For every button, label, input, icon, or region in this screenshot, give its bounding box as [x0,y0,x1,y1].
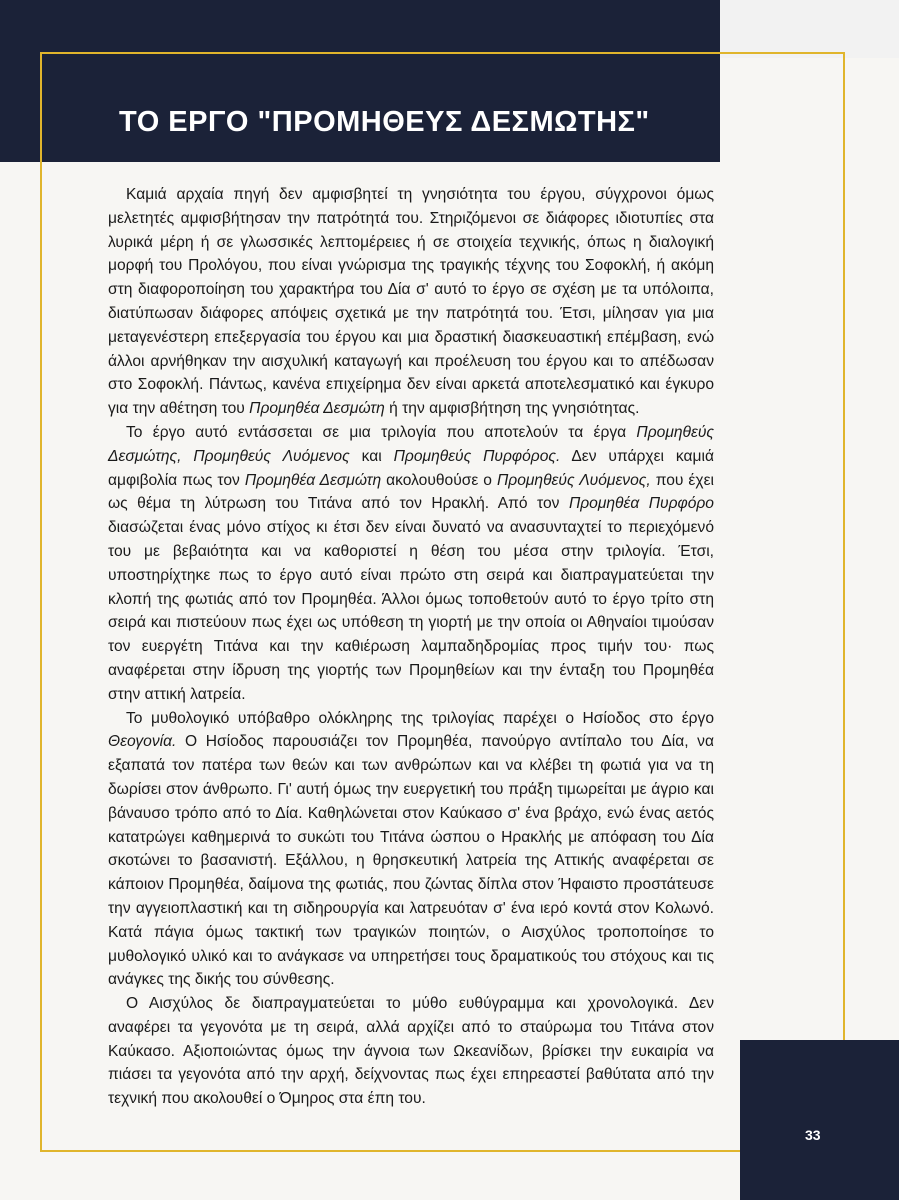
paragraph [108,707,714,993]
paragraph-text: Καμιά αρχαία πηγή δεν αμφισβητεί τη γνησιότητα του έργου, σύγχρονοι όμως μελετητές αμφισβήτησαν την πατρότητά του. Στηριζόμενοι σε διάφορες ιδιοτυπίες στα λυρικά μέρη ή σε γλωσσικές λεπτομέρειες ή σε στοιχεία τεχνικής, όπως η διαλογική μορφή του Προλόγου, που είναι γνώρισμα της τραγικής τέχνης του Σοφοκλή, ή ακόμη στη διαφοροποίηση του χαρακτήρα του Δία σ' αυτό το έργο σε σχέση με τα υπόλοιπα, διατύπωσαν διάφορες απόψεις σχετικά με την πατρότητά του. Έτσι, μίλησαν για μια μεταγενέστερη επεξεργασία του έργου και μια δραστική διασκευαστική επέμβαση, ενώ άλλοι αρνήθηκαν την αισχυλική καταγωγή και προέλευση του έργου και το απέδωσαν στο Σοφοκλή. Πάντως, κανένα επιχείρημα δεν είναι αρκετά αποτελεσματικό και έγκυρο για την αθέτηση του [108,186,714,418]
paragraph-text: διασώζεται ένας μόνο στίχος κι έτσι δεν είναι δυνατό να ανασυνταχτεί το περιεχόμενό του με βεβαιότητα και να καθοριστεί η θέση του μέσα στην τριλογία. Έτσι, υποστηρίχτηκε πως το έργο αυτό είναι πρώτο στη σειρά και διαπραγματεύεται την κλοπή της φωτιάς από τον Προμηθέα. Άλλοι όμως τοποθετούν αυτό το έργο τρίτο στη σειρά και πιστεύουν πως έχει ως υπόθεση τη γιορτή με την οποία οι Αθηναίοι τιμούσαν τον ευεργέτη Τιτάνα και την καθιέρωση λαμπαδηδρομίας προς τιμήν του· πως αναφέρεται στην ίδρυση της γιορτής των Προμηθείων και την ένταξη του Προμηθέα στην αττική λατρεία. [108,519,714,703]
paragraph-text: Ο Αισχύλος δε διαπραγματεύεται το μύθο ευθύγραμμα και χρονολογικά. Δεν αναφέρει τα γεγονότα με τη σειρά, αλλά αρχίζει από το σταύρωμα του Τιτάνα στον Καύκασο. Αξιοποιώντας όμως την άγνοια των Ωκεανίδων, βρίσκει την ευκαιρία να πιάσει τα γεγονότα από την αρχή, δείχνοντας πως έχει επηρεαστεί βαθύτατα από την τεχνική που ακολουθεί ο Όμηρος στα έπη του. [108,995,714,1108]
paragraph [108,183,714,421]
gold-frame-right [843,52,845,1152]
article-body [108,183,714,1111]
italic-title-text: Προμηθεύς Λυόμενος, [496,471,651,489]
paragraph-text: ή την αμφισβήτηση της γνησιότητας. [384,400,640,418]
paragraph-text: που έχει ως θέμα τη λύτρωση του Τιτάνα από τον Ηρακλή. Από τον [108,471,714,513]
paragraph-text: και [349,447,394,465]
italic-title-text: Προμηθέα Δεσμώτη [244,471,382,489]
page-number: 33 [805,1127,821,1143]
paragraph [108,421,714,707]
paragraph-text: Δεν υπάρχει καμιά αμφιβολία πως τον [108,447,714,489]
paragraph-text: ακολουθούσε ο [381,471,497,489]
paragraph-text: Το έργο αυτό εντάσσεται σε μια τριλογία που αποτελούν τα έργα [126,423,637,441]
paragraph [108,992,714,1111]
italic-title-text: Προμηθεύς Πυρφόρος. [393,447,561,465]
italic-title-text: Προμηθέα Πυρφόρο [568,495,714,513]
header-side-strip [720,0,899,58]
paragraph-text: Το μυθολογικό υπόβαθρο ολόκληρης της τριλογίας παρέχει ο Ησίοδος στο έργο [126,709,714,727]
paragraph-text: Ο Ησίοδος παρουσιάζει τον Προμηθέα, πανούργο αντίπαλο του Δία, να εξαπατά τον πατέρα των θεών και των ανθρώπων και να κλέβει τη φωτιά για να τη δωρίσει στον άνθρωπο. Γι' αυτή όμως την ευεργετική του πράξη τιμωρείται με άγριο και βάναυσο τρόπο από το Δία. Καθηλώνεται στον Καύκασο σ' ένα βράχο, ενώ ένας αετός κατατρώγει καθημερινά το συκώτι του Τιτάνα ώσπου ο Ηρακλής με απόφαση του Δία σκοτώνει το βασανιστή. Εξάλλου, η θρησκευτική λατρεία της Αττικής αναφέρεται σε κάποιον Προμηθέα, δαίμονα της φωτιάς, που ζώντας δίπλα στον Ήφαιστο προστάτευσε την αγγειοπλαστική και τη σιδηρουργία και λατρευόταν σ' ένα ιερό κοντά στον Κολωνό. Κατά πάγια όμως τακτική των τραγικών ποιητών, ο Αισχύλος τροποποίησε το μυθολογικό υλικό και το ανάγκασε να υπηρετήσει τους δραματικούς του στόχους και τις ανάγκες της δικής του σύνθεσης. [108,733,714,989]
italic-title-text: Προμηθεύς Δεσμώτης, Προμηθεύς Λυόμενος [108,423,714,465]
italic-title-text: Προμηθέα Δεσμώτη [249,400,385,418]
page-number-band [740,1040,899,1200]
italic-title-text: Θεογονία. [108,733,177,751]
page-title: ΤΟ ΕΡΓΟ "ΠΡΟΜΗΘΕΥΣ ΔΕΣΜΩΤΗΣ" [119,106,650,138]
